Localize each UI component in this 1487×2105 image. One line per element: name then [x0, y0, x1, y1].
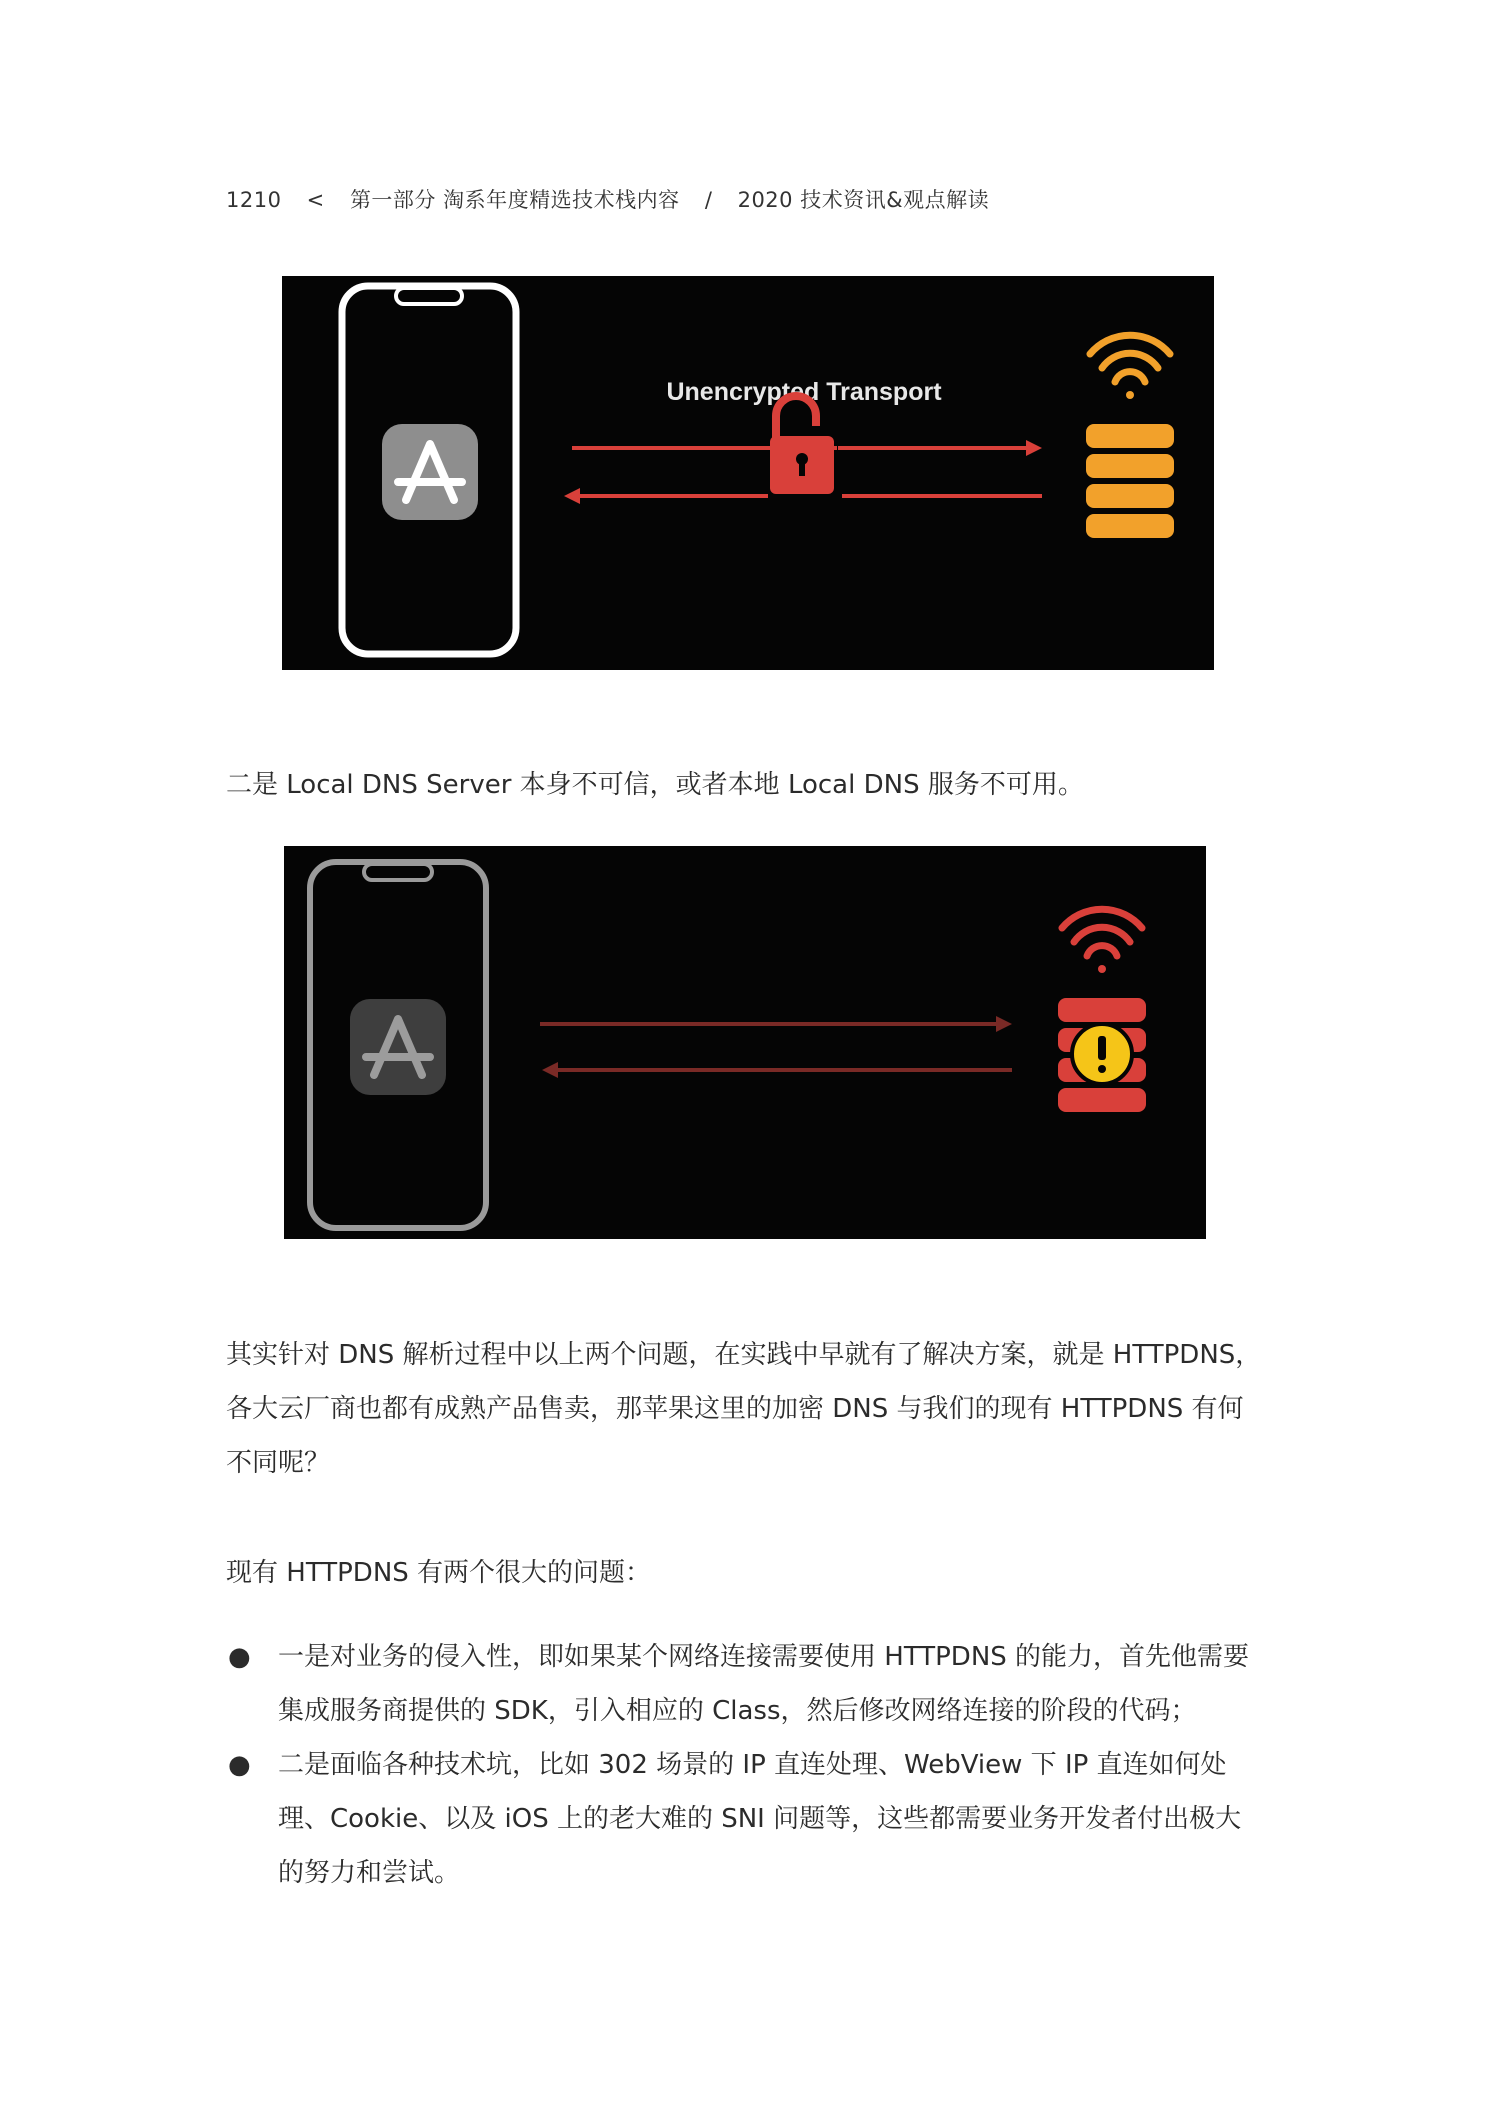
paragraph-local-dns-untrusted: 二是 Local DNS Server 本身不可信，或者本地 Local DNS 服务不可用。 — [226, 770, 1084, 800]
arrow-right — [540, 1016, 1012, 1032]
server-database-icon — [1086, 424, 1174, 538]
bullet-marker: ● — [228, 1750, 251, 1780]
wifi-icon — [1090, 335, 1170, 399]
warning-icon — [1072, 1024, 1132, 1084]
list-item — [226, 1738, 1266, 1900]
paragraph-httpdns-problems: 现有 HTTPDNS 有两个很大的问题： — [226, 1558, 652, 1588]
running-header — [226, 184, 1007, 214]
paragraph-httpdns-intro: 其实针对 DNS 解析过程中以上两个问题，在实践中早就有了解决方案，就是 HTTPDNS，各大云厂商也都有成熟产品售卖，那苹果这里的加密 DNS 与我们的现有 HTTPDNS 有何不同呢？ — [226, 1340, 1262, 1478]
problem-list — [226, 1630, 1266, 1900]
header-separator: < — [306, 188, 325, 212]
figure-unencrypted-transport — [282, 276, 1214, 670]
phone-notch — [396, 288, 462, 304]
wifi-icon — [1062, 909, 1142, 973]
list-item-text: 一是对业务的侵入性，即如果某个网络连接需要使用 HTTPDNS 的能力，首先他需要集成服务商提供的 SDK，引入相应的 Class，然后修改网络连接的阶段的代码； — [278, 1642, 1250, 1726]
figure2-illustration — [284, 846, 1206, 1239]
app-store-icon — [350, 999, 446, 1095]
unencrypted-transport-label: Unencrypted Transport — [666, 378, 942, 406]
figure1-illustration — [282, 276, 1214, 670]
header-section: 第一部分 淘系年度精选技术栈内容 — [349, 188, 680, 212]
arrow-left — [542, 1062, 1012, 1078]
figure-dns-server-unavailable — [284, 846, 1206, 1239]
page-number: 1210 — [226, 188, 282, 212]
app-store-icon — [382, 424, 478, 520]
list-item-text: 二是面临各种技术坑，比如 302 场景的 IP 直连处理、WebView 下 IP 直连如何处理、Cookie、以及 iOS 上的老大难的 SNI 问题等，这些都需要业务开发者付出极大的努力和尝试。 — [278, 1750, 1242, 1888]
header-subsection: 2020 技术资讯&观点解读 — [737, 188, 990, 212]
phone-notch — [364, 864, 432, 880]
unlocked-padlock-icon — [770, 396, 834, 494]
bullet-marker: ● — [228, 1642, 251, 1672]
header-slash: / — [704, 188, 713, 212]
list-item — [226, 1630, 1266, 1738]
